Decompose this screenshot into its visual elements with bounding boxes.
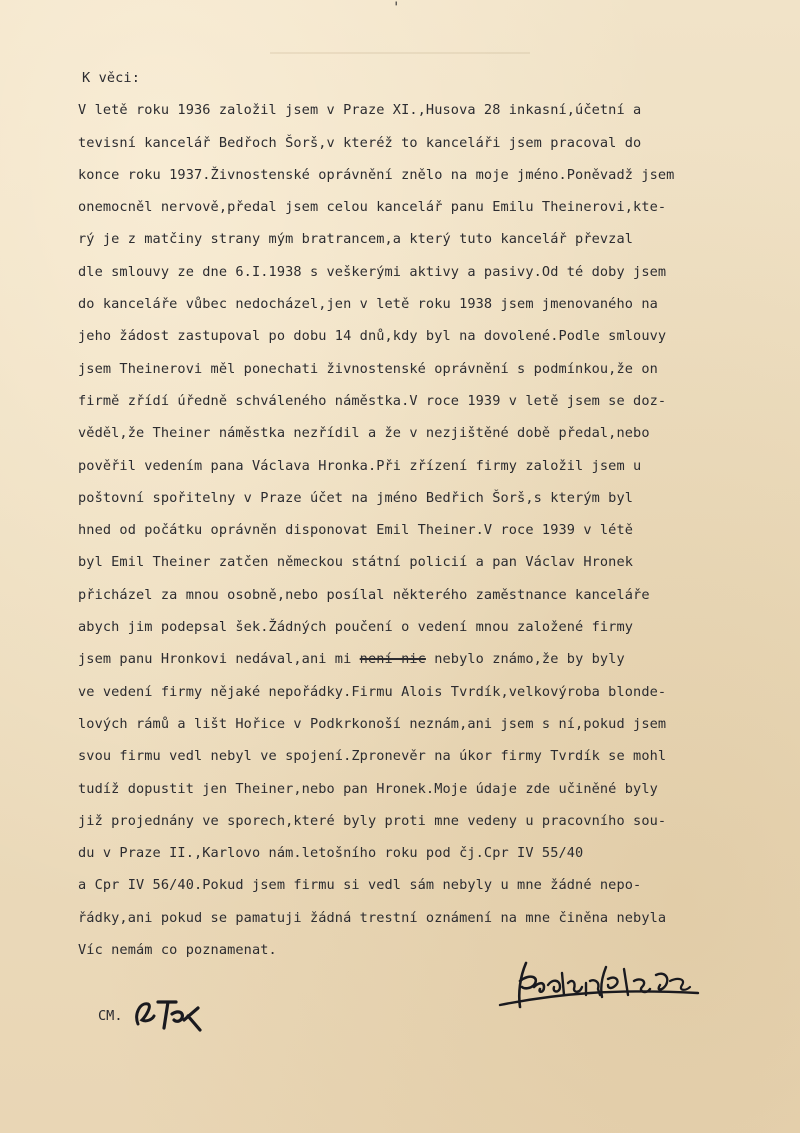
text-line: tudíž dopustit jen Theiner,nebo pan Hronek.Moje údaje zde učiněné byly [78, 780, 658, 797]
text-line: poštovní spořitelny v Praze účet na jméno Bedřich Šorš,s kterým byl [78, 489, 634, 506]
text-line: řádky,ani pokud se pamatuji žádná trestní oznámení na mne činěna nebyla [78, 909, 667, 926]
text-line: dle smlouvy ze dne 6.I.1938 s veškerými aktivy a pasivy.Od té doby jsem [78, 263, 667, 280]
heading: K věci: [82, 70, 140, 86]
text-line: du v Praze II.,Karlovo nám.letošního roku pod čj.Cpr IV 55/40 [78, 845, 584, 862]
text-line: byl Emil Theiner zatčen německou státní policií a pan Václav Hronek [78, 554, 634, 571]
text-line: ve vedení firmy nějaké nepořádky.Firmu Alois Tvrdík,velkovýroba blonde- [78, 683, 667, 700]
text-line: hned od počátku oprávněn disponovat Emil Theiner.V roce 1939 v létě [78, 522, 634, 539]
text-line: věděl,že Theiner náměstka nezřídil a že v nezjištěné době předal,nebo [78, 425, 650, 442]
text-segment: nebylo známo,že by byly [425, 651, 625, 668]
text-line: přicházel za mnou osobně,nebo posílal některého zaměstnance kanceláře [78, 586, 650, 603]
text-line: V letě roku 1936 založil jsem v Praze XI.,Husova 28 inkasní,účetní a [78, 102, 642, 119]
typed-body [78, 62, 778, 966]
footer-label: CM. [98, 1008, 123, 1024]
handwritten-initials [132, 994, 212, 1034]
text-line: lových rámů a lišt Hořice v Podkrkonoší neznám,ani jsem s ní,pokud jsem [78, 715, 667, 732]
text-line: firmě zřídí úředně schváleného náměstka.V roce 1939 v letě jsem se doz- [78, 392, 667, 409]
text-line-with-strikethrough [78, 643, 778, 675]
text-line: konce roku 1937.Živnostenské oprávnění znělo na moje jméno.Poněvadž jsem [78, 166, 675, 183]
text-line: rý je z matčiny strany mým bratrancem,a který tuto kancelář převzal [78, 231, 634, 248]
text-line: onemocněl nervově,předal jsem celou kancelář panu Emilu Theinerovi,kte- [78, 199, 667, 216]
text-segment: jsem panu Hronkovi nedával,ani mi [78, 651, 360, 668]
text-line: do kanceláře vůbec nedocházel,jen v letě roku 1938 jsem jmenovaného na [78, 296, 658, 313]
text-line: jeho žádost zastupoval po dobu 14 dnů,kdy byl na dovolené.Podle smlouvy [78, 328, 667, 345]
text-line: jsem Theinerovi měl ponechati živnostenské oprávnění s podmínkou,že on [78, 360, 658, 377]
text-line: již projednány ve sporech,které byly proti mne vedeny u pracovního sou- [78, 812, 667, 829]
top-mark: ' [392, 0, 401, 16]
text-line: a Cpr IV 56/40.Pokud jsem firmu si vedl sám nebyly u mne žádné nepo- [78, 877, 642, 894]
text-line: abych jim podepsal šek.Žádných poučení o vedení mnou založené firmy [78, 619, 634, 636]
text-line: Víc nemám co poznamenat. [78, 942, 277, 959]
text-line: svou firmu vedl nebyl ve spojení.Zpronevěr na úkor firmy Tvrdík se mohl [78, 748, 667, 765]
struck-text: není nic [359, 651, 426, 668]
text-line: pověřil vedením pana Václava Hronka.Při zřízení firmy založil jsem u [78, 457, 642, 474]
text-line: tevisní kancelář Bedřoch Šorš,v kteréž to kanceláři jsem pracoval do [78, 134, 642, 151]
handwritten-signature [490, 955, 705, 1025]
